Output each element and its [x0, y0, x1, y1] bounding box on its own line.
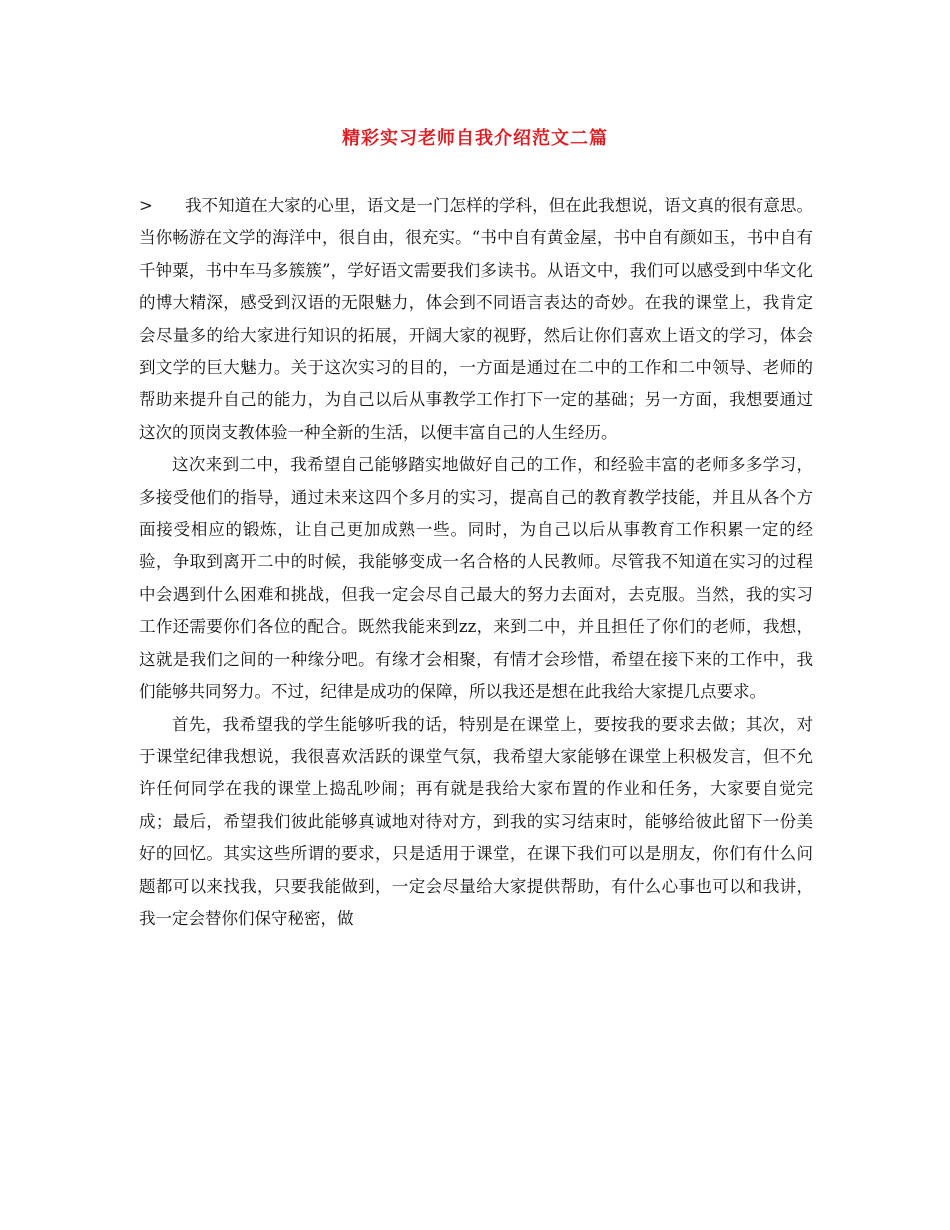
paragraph-3: 首先，我希望我的学生能够听我的话，特别是在课堂上，要按我的要求去做；其次，对于课堂纪律我想说，我很喜欢活跃的课堂气氛，我希望大家能够在课堂上积极发言，但不允许任何同学在我的课堂上捣乱吵闹；再有就是我给大家布置的作业和任务，大家要自觉完成；最后，希望我们彼此能够真诚地对待对方，到我的实习结束时，能够给彼此留下一份美好的回忆。其实这些所谓的要求，只是适用于课堂，在课下我们可以是朋友，你们有什么问题都可以来找我，只要我能做到，一定会尽量给大家提供帮助，有什么心事也可以和我讲，我一定会替你们保守秘密，做 — [139, 714, 813, 928]
paragraph-2: 这次来到二中，我希望自己能够踏实地做好自己的工作，和经验丰富的老师多多学习，多接受他们的指导，通过未来这四个多月的实习，提高自己的教育教学技能，并且从各个方面接受相应的锻炼，让自己更加成熟一些。同时，为自己以后从事教育工作积累一定的经验，争取到离开二中的时候，我能够变成一名合格的人民教师。尽管我不知道在实习的过程中会遇到什么困难和挑战，但我一定会尽自己最大的努力去面对，去克服。当然，我的实习工作还需要你们各位的配合。既然我能来到zz，来到二中，并且担任了你们的老师，我想，这就是我们之间的一种缘分吧。有缘才会相聚，有情才会珍惜，希望在接下来的工作中，我们能够共同努力。不过，纪律是成功的保障，所以我还是想在此我给大家提几点要求。 — [139, 455, 813, 702]
paragraph-1-text: 我不知道在大家的心里，语文是一门怎样的学科，但在此我想说，语文真的很有意思。当你畅游在文学的海洋中，很自由，很充实。“书中自有黄金屋，书中自有颜如玉，书中自有千钟粟，书中车马多簇簇”，学好语文需要我们多读书。从语文中，我们可以感受到中华文化的博大精深，感受到汉语的无限魅力，体会到不同语言表达的奇妙。在我的课堂上，我肯定会尽量多的给大家进行知识的拓展，开阔大家的视野，然后让你们喜欢上语文的学习，体会到文学的巨大魅力。关于这次实习的目的，一方面是通过在二中的工作和二中领导、老师的帮助来提升自己的能力，为自己以后从事教学工作打下一定的基础；另一方面，我想要通过这次的顶岗支教体验一种全新的生活，以便丰富自己的人生经历。 — [139, 196, 813, 442]
document-body — [139, 190, 813, 935]
paragraph-marker: > — [139, 196, 153, 215]
paragraph-1 — [139, 190, 813, 449]
document-title: 精彩实习老师自我介绍范文二篇 — [342, 128, 608, 149]
